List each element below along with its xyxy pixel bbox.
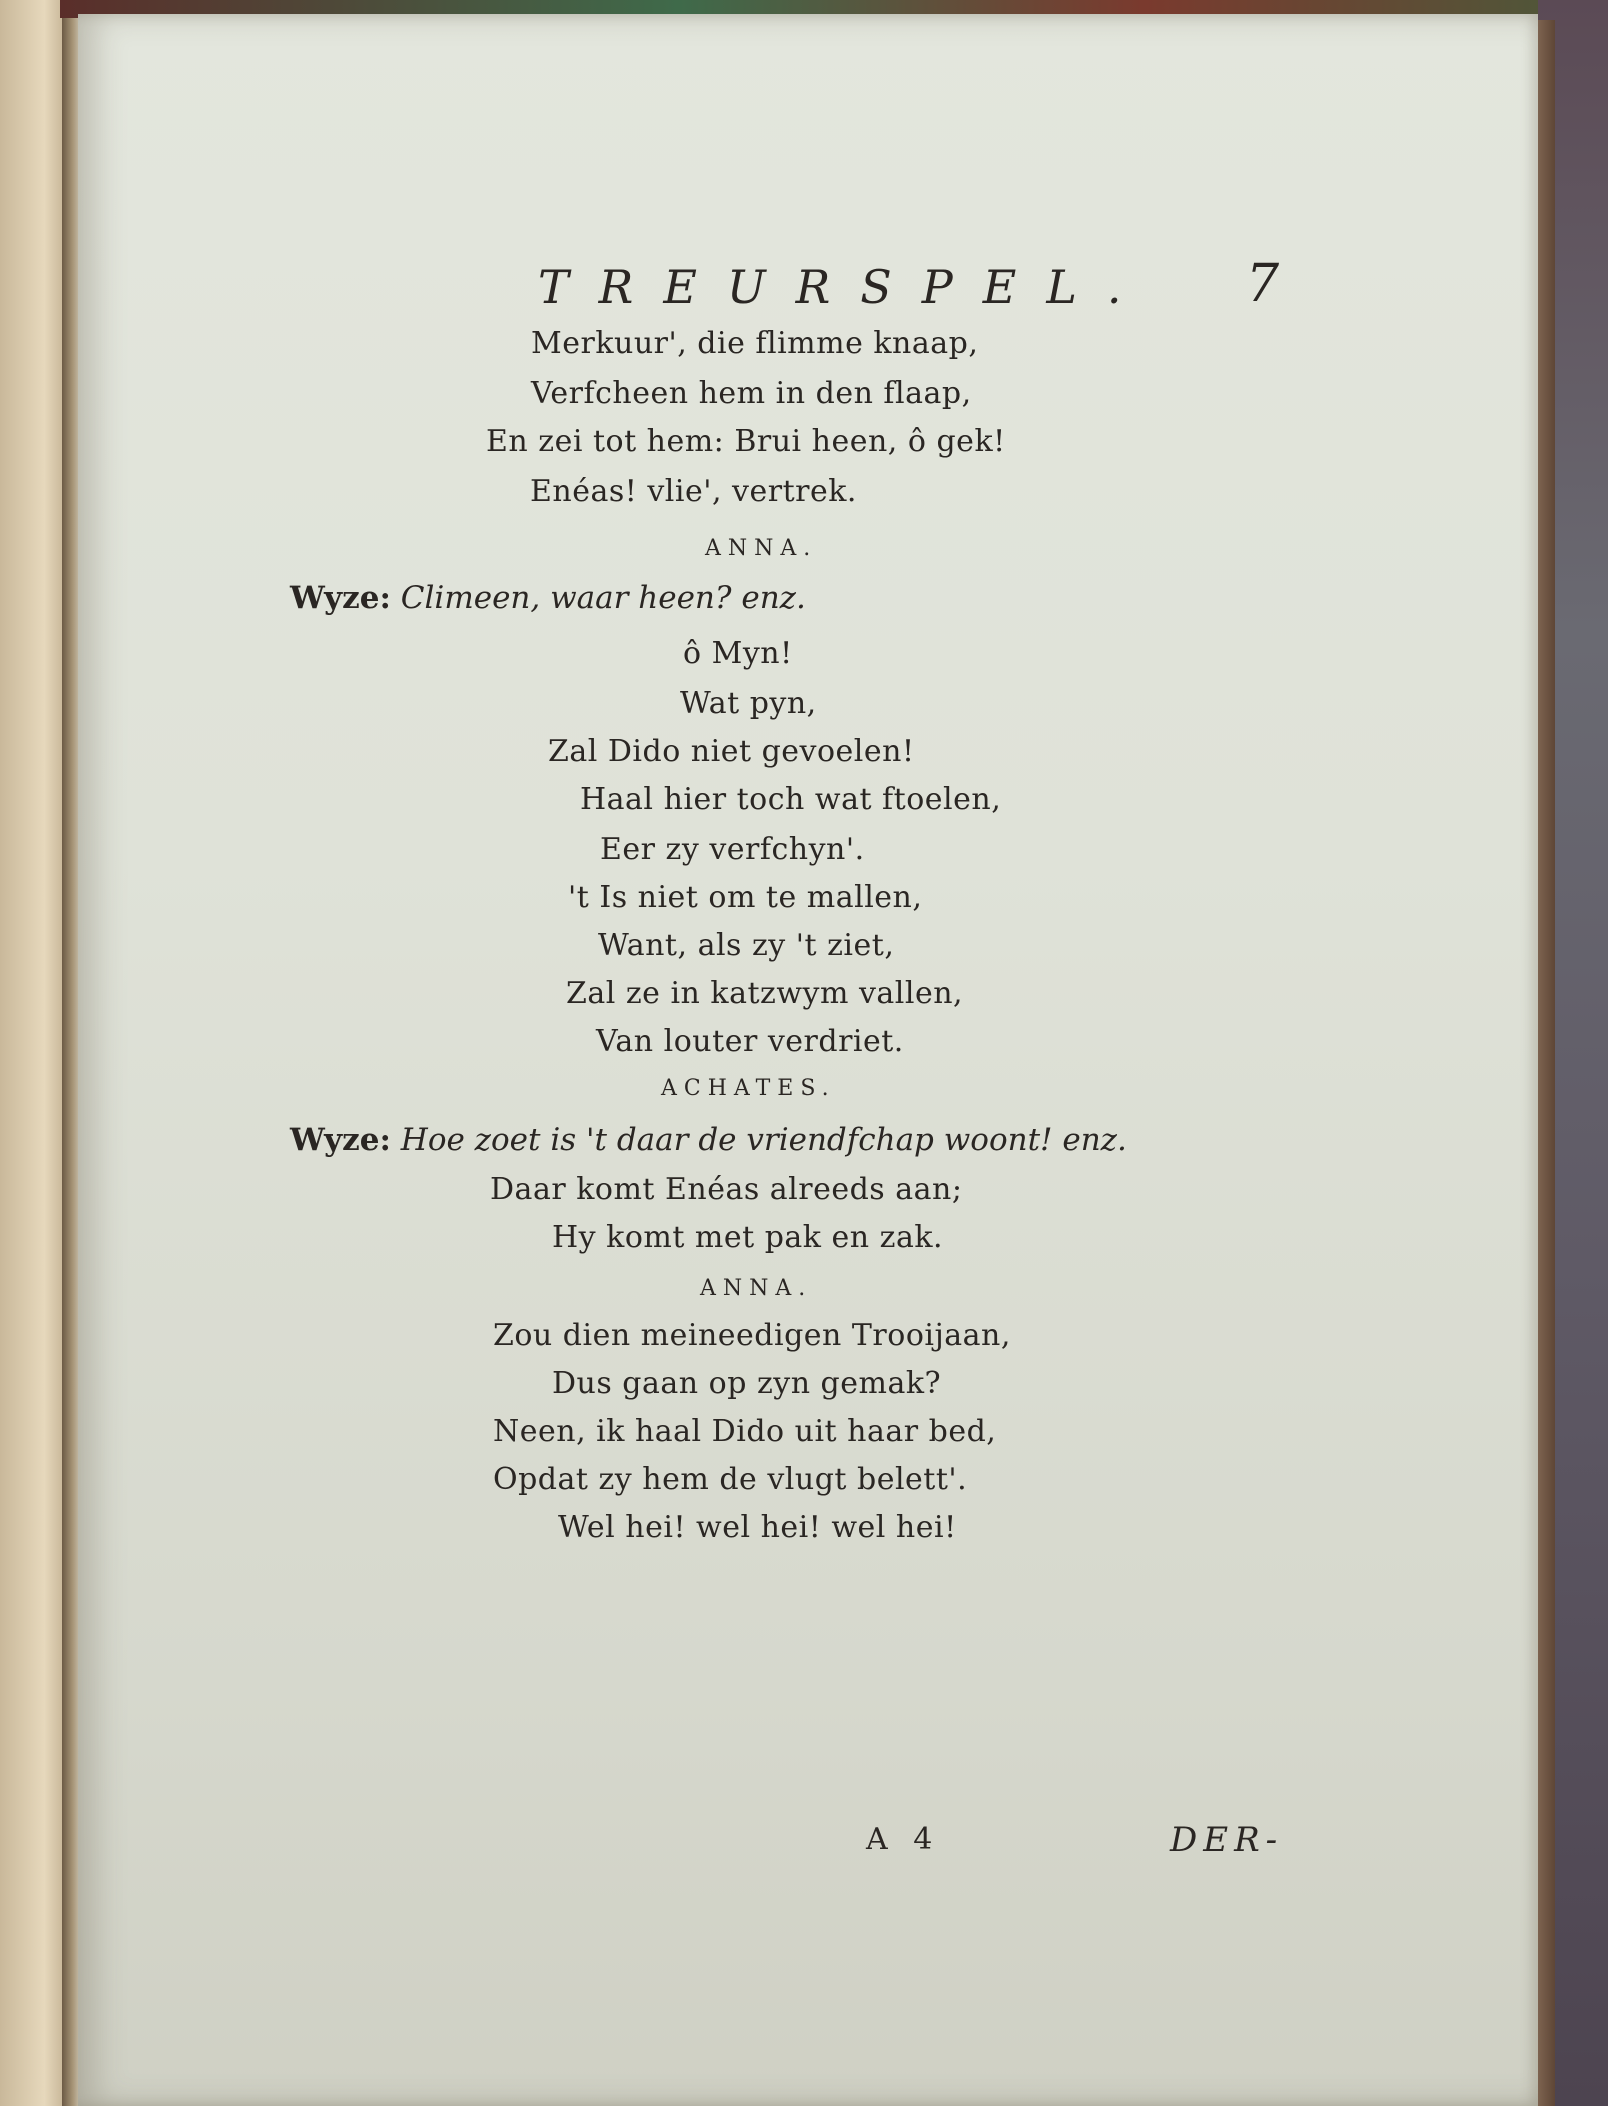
tune-label: Wyze: <box>290 580 391 616</box>
speaker-name: ANNA. <box>705 536 818 561</box>
tune-label: Wyze: <box>290 1122 391 1158</box>
verse-line: ô Myn! <box>683 636 793 671</box>
verse-line: Wel hei! wel hei! wel hei! <box>558 1510 957 1545</box>
catchword: DER- <box>1170 1820 1284 1860</box>
verse-line: Verfcheen hem in den flaap, <box>531 376 972 411</box>
verse-line: Opdat zy hem de vlugt belett'. <box>493 1462 968 1497</box>
signature-mark: A 4 <box>866 1822 941 1857</box>
running-header: TREURSPEL. <box>538 260 1152 314</box>
tune-indication <box>290 580 806 616</box>
verse-line: Neen, ik haal Dido uit haar bed, <box>493 1414 997 1449</box>
verse-line: Dus gaan op zyn gemak? <box>552 1366 942 1401</box>
tune-indication <box>290 1122 1127 1158</box>
verse-line: Zal ze in katzwym vallen, <box>566 976 964 1011</box>
tune-title: Climeen, waar heen? enz. <box>400 580 806 616</box>
verse-line: 't Is niet om te mallen, <box>568 880 923 915</box>
verse-line: Enéas! vlie', vertrek. <box>530 474 857 509</box>
speaker-name: ACHATES. <box>661 1076 836 1101</box>
speaker-name: ANNA. <box>700 1276 813 1301</box>
verse-line: Merkuur', die flimme knaap, <box>531 326 979 361</box>
book-page <box>78 14 1538 2106</box>
page-number: 7 <box>1246 254 1280 314</box>
verse-line: En zei tot hem: Brui heen, ô gek! <box>486 424 1006 459</box>
verse-line: Zou dien meineedigen Trooijaan, <box>493 1318 1011 1353</box>
verse-line: Want, als zy 't ziet, <box>598 928 895 963</box>
verse-line: Wat pyn, <box>680 686 817 721</box>
verse-line: Eer zy verfchyn'. <box>600 832 865 867</box>
verse-line: Haal hier toch wat ftoelen, <box>580 782 1002 817</box>
verse-line: Van louter verdriet. <box>596 1024 904 1059</box>
verse-line: Zal Dido niet gevoelen! <box>548 734 915 769</box>
verse-line: Hy komt met pak en zak. <box>552 1220 944 1255</box>
tune-title: Hoe zoet is 't daar de vriendfchap woont! enz. <box>400 1122 1127 1158</box>
verse-line: Daar komt Enéas alreeds aan; <box>490 1172 963 1207</box>
